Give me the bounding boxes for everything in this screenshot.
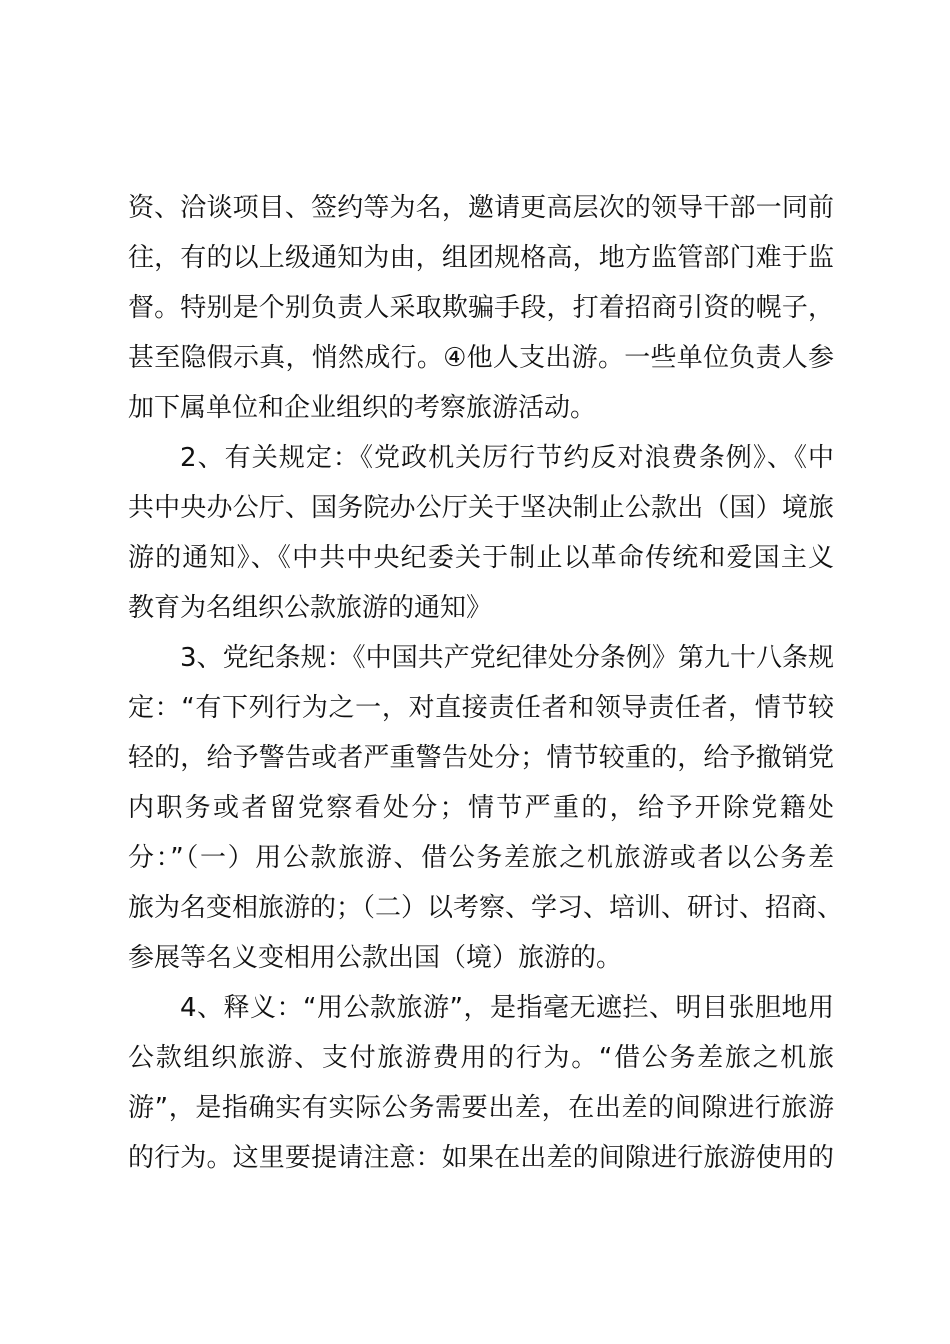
text-line: 分：”（一）用公款旅游、借公务差旅之机旅游或者以公务差 [128, 843, 834, 873]
text-line: 加下属单位和企业组织的考察旅游活动。 [128, 393, 597, 423]
text-line: 3、党纪条规：《中国共产党纪律处分条例》第九十八条规 [180, 643, 834, 673]
text-line: 2、有关规定：《党政机关厉行节约反对浪费条例》、《中 [180, 443, 834, 473]
text-line: 内职务或者留党察看处分；情节严重的，给予开除党籍处 [128, 793, 834, 823]
text-line: 共中央办公厅、国务院办公厅关于坚决制止公款出（国）境旅 [128, 493, 834, 523]
text-line: 旅为名变相旅游的；（二）以考察、学习、培训、研讨、招商、 [128, 893, 844, 923]
text-line: 教育为名组织公款旅游的通知》 [128, 593, 493, 623]
text-line: 公款组织旅游、支付旅游费用的行为。“借公务差旅之机旅 [128, 1043, 834, 1073]
text-line: 4、释义：“用公款旅游”，是指毫无遮拦、明目张胆地用 [180, 993, 834, 1023]
text-line: 往，有的以上级通知为由，组团规格高，地方监管部门难于监 [128, 243, 834, 273]
text-line: 督。特别是个别负责人采取欺骗手段，打着招商引资的幌子， [128, 293, 834, 323]
text-line: 参展等名义变相用公款出国（境）旅游的。 [128, 943, 623, 973]
text-line: 游的通知》、《中共中央纪委关于制止以革命传统和爱国主义 [128, 543, 834, 573]
text-line: 资、洽谈项目、签约等为名，邀请更高层次的领导干部一同前 [128, 193, 834, 223]
text-line: 游”，是指确实有实际公务需要出差，在出差的间隙进行旅游 [128, 1093, 834, 1123]
text-line: 轻的，给予警告或者严重警告处分；情节较重的，给予撤销党 [128, 743, 834, 773]
document-body [128, 183, 844, 1183]
text-line: 的行为。这里要提请注意：如果在出差的间隙进行旅游使用的 [128, 1143, 834, 1173]
text-line: 甚至隐假示真，悄然成行。④他人支出游。一些单位负责人参 [128, 343, 834, 373]
text-line: 定：“有下列行为之一，对直接责任者和领导责任者，情节较 [128, 693, 834, 723]
